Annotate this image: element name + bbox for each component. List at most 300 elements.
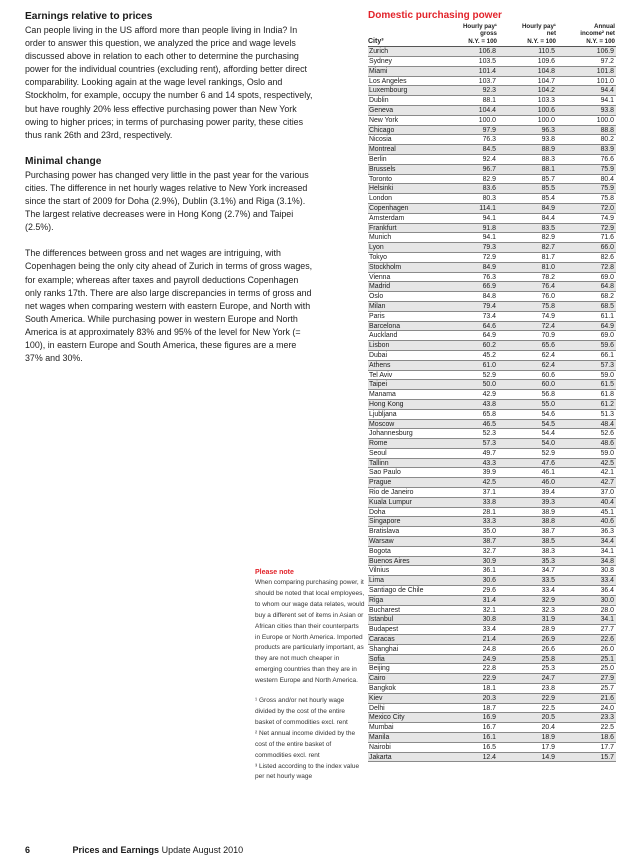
city-cell: Santiago de Chile xyxy=(369,587,424,595)
gross-cell: 22.9 xyxy=(482,675,496,683)
city-cell: Bratislava xyxy=(369,528,400,536)
gross-cell: 30.9 xyxy=(482,557,496,565)
net-cell: 33.4 xyxy=(541,587,555,595)
city-cell: Madrid xyxy=(369,283,391,291)
annual-cell: 27.7 xyxy=(600,626,614,634)
gross-cell: 101.4 xyxy=(478,67,496,75)
city-cell: Los Angeles xyxy=(369,77,407,85)
table-row xyxy=(368,400,616,410)
table-row xyxy=(368,723,616,733)
gross-cell: 80.3 xyxy=(482,195,496,203)
gross-cell: 52.9 xyxy=(482,371,496,379)
table-row xyxy=(368,292,616,302)
gross-cell: 21.4 xyxy=(482,636,496,644)
net-cell: 26.9 xyxy=(541,636,555,644)
gross-cell: 18.7 xyxy=(482,704,496,712)
net-cell: 109.6 xyxy=(537,58,555,66)
annual-cell: 106.9 xyxy=(596,48,614,56)
footnote-3: ³ Listed according to the index value per net hourly wage xyxy=(255,762,360,781)
gross-cell: 32.1 xyxy=(482,606,496,614)
header-net-line3: N.Y. = 100 xyxy=(527,37,556,45)
city-cell: Buenos Aires xyxy=(369,557,410,565)
table-row xyxy=(368,312,616,322)
city-cell: Rome xyxy=(369,440,388,448)
net-cell: 96.3 xyxy=(541,126,555,134)
annual-cell: 59.0 xyxy=(600,371,614,379)
net-cell: 39.4 xyxy=(541,489,555,497)
table-row xyxy=(368,498,616,508)
city-cell: Tel Aviv xyxy=(369,371,393,379)
gross-cell: 64.6 xyxy=(482,322,496,330)
table-row xyxy=(368,77,616,87)
annual-cell: 52.6 xyxy=(600,430,614,438)
net-cell: 85.4 xyxy=(541,195,555,203)
annual-cell: 75.9 xyxy=(600,165,614,173)
header-net-line2: net xyxy=(546,30,556,38)
gross-cell: 72.9 xyxy=(482,253,496,261)
net-cell: 85.5 xyxy=(541,185,555,193)
annual-cell: 37.0 xyxy=(600,489,614,497)
annual-cell: 22.6 xyxy=(600,636,614,644)
net-cell: 88.1 xyxy=(541,165,555,173)
annual-cell: 61.8 xyxy=(600,391,614,399)
gross-cell: 83.6 xyxy=(482,185,496,193)
annual-cell: 72.9 xyxy=(600,224,614,232)
net-cell: 104.7 xyxy=(537,77,555,85)
gross-cell: 33.8 xyxy=(482,498,496,506)
table-row xyxy=(368,743,616,753)
gross-cell: 24.9 xyxy=(482,655,496,663)
city-cell: New York xyxy=(369,116,399,124)
city-cell: Milan xyxy=(369,302,386,310)
annual-cell: 57.3 xyxy=(600,361,614,369)
table-row xyxy=(368,224,616,234)
net-cell: 14.9 xyxy=(541,753,555,761)
table-row xyxy=(368,165,616,175)
net-cell: 32.3 xyxy=(541,606,555,614)
city-cell: Dublin xyxy=(369,97,389,105)
city-cell: Kuala Lumpur xyxy=(369,498,412,506)
annual-cell: 22.5 xyxy=(600,724,614,732)
gross-cell: 84.9 xyxy=(482,263,496,271)
table-row xyxy=(368,361,616,371)
city-cell: Bogota xyxy=(369,547,391,555)
net-cell: 38.9 xyxy=(541,508,555,516)
gross-cell: 46.5 xyxy=(482,420,496,428)
table-row xyxy=(368,86,616,96)
gross-cell: 24.8 xyxy=(482,645,496,653)
gross-cell: 114.1 xyxy=(479,204,496,212)
table-row xyxy=(368,449,616,459)
net-cell: 54.4 xyxy=(541,430,555,438)
annual-cell: 51.3 xyxy=(600,410,614,418)
net-cell: 56.8 xyxy=(541,391,555,399)
net-cell: 62.4 xyxy=(541,361,555,369)
gross-cell: 16.7 xyxy=(482,724,496,732)
city-cell: Sao Paulo xyxy=(369,469,401,477)
city-cell: London xyxy=(369,195,392,203)
annual-cell: 48.4 xyxy=(600,420,614,428)
gross-cell: 65.8 xyxy=(482,410,496,418)
table-row xyxy=(368,282,616,292)
table-row xyxy=(368,439,616,449)
city-cell: Sofia xyxy=(369,655,385,663)
annual-cell: 48.6 xyxy=(600,440,614,448)
table-row xyxy=(368,674,616,684)
city-cell: Tokyo xyxy=(369,253,387,261)
city-cell: Jakarta xyxy=(369,753,392,761)
annual-cell: 69.0 xyxy=(600,332,614,340)
annual-cell: 72.0 xyxy=(600,204,614,212)
table-row xyxy=(368,733,616,743)
annual-cell: 34.8 xyxy=(600,557,614,565)
publication-edition: Update August 2010 xyxy=(161,845,244,855)
annual-cell: 97.2 xyxy=(600,58,614,66)
table-row xyxy=(368,694,616,704)
table-row xyxy=(368,116,616,126)
city-cell: Lisbon xyxy=(369,342,390,350)
table-row xyxy=(368,390,616,400)
article-column xyxy=(25,10,315,365)
city-cell: Luxembourg xyxy=(369,87,408,95)
city-cell: Manila xyxy=(369,734,390,741)
gross-cell: 33.4 xyxy=(482,626,496,634)
city-cell: Seoul xyxy=(369,449,387,457)
header-net-line1: Hourly pay¹ xyxy=(521,23,556,30)
header-gross-line3: N.Y. = 100 xyxy=(468,37,497,45)
net-cell: 93.8 xyxy=(541,136,555,144)
annual-cell: 36.4 xyxy=(600,587,614,595)
city-cell: Istanbul xyxy=(369,616,394,624)
annual-cell: 17.7 xyxy=(600,743,614,751)
gross-cell: 60.2 xyxy=(482,342,496,350)
city-cell: Vilnius xyxy=(369,567,390,575)
net-cell: 33.5 xyxy=(541,577,555,585)
net-cell: 82.9 xyxy=(541,234,555,242)
annual-cell: 80.2 xyxy=(600,136,614,144)
note-text: When comparing purchasing power, it should be noted that local employees, to whom our wage data relates, would buy a different set of items in Asian or African cities than their counterparts in Europe or North America. Imported products are particularly important, as they are not much cheaper in emerging countries than they are in western Europe and North America. xyxy=(255,579,365,685)
table-header xyxy=(368,23,616,47)
net-cell: 20.5 xyxy=(541,714,555,722)
gross-cell: 84.8 xyxy=(482,293,496,301)
paragraph-earnings: Can people living in the US afford more than people living in India? In order to answer this question, we analyzed the price and wage levels discussed above in relation to each other to determine the purchasing power for the individual countries (excluding rent), affording better direct comparability. Looking again at the wage level rankings, Oslo and Stockholm, for example, occupy the number 6 and 14 spots, respectively, but have roughly 20% less effective purchasing power than New York owing to higher prices; in terms of purchasing power parity, these cities thus rank 26th and 23rd, respectively. xyxy=(25,25,313,140)
net-cell: 22.9 xyxy=(541,694,555,702)
city-cell: Copenhagen xyxy=(369,204,409,212)
gross-cell: 45.2 xyxy=(482,351,496,359)
gross-cell: 16.1 xyxy=(482,734,496,741)
city-cell: Moscow xyxy=(369,420,395,428)
table-row xyxy=(368,517,616,527)
annual-cell: 72.8 xyxy=(600,263,614,271)
city-cell: Tallinn xyxy=(369,459,389,467)
city-cell: Kiev xyxy=(369,694,383,702)
table-row xyxy=(368,664,616,674)
header-annual xyxy=(556,23,615,45)
table-row xyxy=(368,753,616,763)
footnotes xyxy=(255,696,365,783)
gross-cell: 76.3 xyxy=(482,273,496,281)
annual-cell: 36.3 xyxy=(600,528,614,536)
table-row xyxy=(368,67,616,77)
table-row xyxy=(368,468,616,478)
header-net xyxy=(497,23,556,45)
gross-cell: 82.9 xyxy=(482,175,496,183)
gross-cell: 32.7 xyxy=(482,547,496,555)
gross-cell: 88.1 xyxy=(482,97,496,105)
gross-cell: 61.0 xyxy=(482,361,496,369)
annual-cell: 74.9 xyxy=(600,214,614,222)
annual-cell: 42.7 xyxy=(600,479,614,487)
city-cell: Ljubljana xyxy=(369,410,397,418)
gross-cell: 106.8 xyxy=(478,48,496,56)
table-row xyxy=(368,233,616,243)
annual-cell: 33.4 xyxy=(600,577,614,585)
gross-cell: 42.9 xyxy=(482,391,496,399)
gross-cell: 38.7 xyxy=(482,538,496,546)
city-cell: Paris xyxy=(369,312,385,320)
annual-cell: 101.8 xyxy=(596,67,614,75)
net-cell: 46.1 xyxy=(541,469,555,477)
gross-cell: 37.1 xyxy=(482,489,496,497)
gross-cell: 50.0 xyxy=(482,381,496,389)
table-body xyxy=(368,47,616,762)
table-row xyxy=(368,57,616,67)
city-cell: Prague xyxy=(369,479,392,487)
gross-cell: 103.7 xyxy=(478,77,496,85)
net-cell: 84.9 xyxy=(541,204,555,212)
gross-cell: 12.4 xyxy=(482,753,496,761)
net-cell: 17.9 xyxy=(541,743,555,751)
table-row xyxy=(368,478,616,488)
table-row xyxy=(368,508,616,518)
city-cell: Cairo xyxy=(369,675,386,683)
footnote-2: ² Net annual income divided by the cost of the entire basket of commodities excl. rent xyxy=(255,729,356,759)
gross-cell: 30.6 xyxy=(482,577,496,585)
gross-cell: 52.3 xyxy=(482,430,496,438)
gross-cell: 103.5 xyxy=(478,58,496,66)
header-gross-line1: Hourly pay¹ xyxy=(462,23,497,30)
header-annual-line2: income² net xyxy=(580,30,615,38)
table-row xyxy=(368,135,616,145)
gross-cell: 66.9 xyxy=(482,283,496,291)
annual-cell: 66.0 xyxy=(600,244,614,252)
city-cell: Auckland xyxy=(369,332,398,340)
table-row xyxy=(368,596,616,606)
city-cell: Bucharest xyxy=(369,606,401,614)
gross-cell: 96.7 xyxy=(482,165,496,173)
table-row xyxy=(368,576,616,586)
net-cell: 54.5 xyxy=(541,420,555,428)
gross-cell: 43.3 xyxy=(482,459,496,467)
net-cell: 103.3 xyxy=(537,97,555,105)
net-cell: 54.0 xyxy=(541,440,555,448)
table-row xyxy=(368,155,616,165)
gross-cell: 29.6 xyxy=(482,587,496,595)
table-title: Domestic purchasing power xyxy=(368,10,502,21)
gross-cell: 84.5 xyxy=(482,146,496,154)
city-cell: Miami xyxy=(369,67,388,75)
gross-cell: 28.1 xyxy=(482,508,496,516)
annual-cell: 40.6 xyxy=(600,518,614,526)
net-cell: 75.8 xyxy=(541,302,555,310)
annual-cell: 93.8 xyxy=(600,107,614,114)
city-cell: Zurich xyxy=(369,48,389,56)
net-cell: 38.7 xyxy=(541,528,555,536)
table-row xyxy=(368,615,616,625)
net-cell: 78.2 xyxy=(541,273,555,281)
note-title: Please note xyxy=(255,569,294,576)
table-row xyxy=(368,557,616,567)
gross-cell: 31.4 xyxy=(482,596,496,604)
net-cell: 32.9 xyxy=(541,596,555,604)
table-row xyxy=(368,537,616,547)
header-city: City³ xyxy=(368,37,384,45)
city-cell: Hong Kong xyxy=(369,400,404,408)
table-row xyxy=(368,684,616,694)
city-cell: Manama xyxy=(369,391,396,399)
table-row xyxy=(368,302,616,312)
page-footer xyxy=(25,845,243,855)
net-cell: 25.8 xyxy=(541,655,555,663)
city-cell: Nicosia xyxy=(369,136,392,144)
city-cell: Berlin xyxy=(369,155,387,163)
annual-cell: 66.1 xyxy=(600,351,614,359)
table-row xyxy=(368,214,616,224)
table-row xyxy=(368,204,616,214)
gross-cell: 73.4 xyxy=(482,312,496,320)
gross-cell: 104.4 xyxy=(478,107,496,114)
table-row xyxy=(368,420,616,430)
annual-cell: 68.5 xyxy=(600,302,614,310)
city-cell: Mexico City xyxy=(369,714,405,722)
annual-cell: 69.0 xyxy=(600,273,614,281)
table-row xyxy=(368,341,616,351)
gross-cell: 35.0 xyxy=(482,528,496,536)
net-cell: 39.3 xyxy=(541,498,555,506)
city-cell: Frankfurt xyxy=(369,224,397,232)
footnote-1: ¹ Gross and/or net hourly wage divided by the cost of the entire basket of commodities excl. rent xyxy=(255,697,348,726)
annual-cell: 75.8 xyxy=(600,195,614,203)
table-row xyxy=(368,322,616,332)
net-cell: 70.9 xyxy=(541,332,555,340)
city-cell: Vienna xyxy=(369,273,391,281)
table-row xyxy=(368,625,616,635)
net-cell: 62.4 xyxy=(541,351,555,359)
annual-cell: 64.9 xyxy=(600,322,614,330)
annual-cell: 59.0 xyxy=(600,449,614,457)
annual-cell: 45.1 xyxy=(600,508,614,516)
net-cell: 65.6 xyxy=(541,342,555,350)
annual-cell: 27.9 xyxy=(600,675,614,683)
table-row xyxy=(368,547,616,557)
table-row xyxy=(368,263,616,273)
net-cell: 38.3 xyxy=(541,547,555,555)
city-cell: Mumbai xyxy=(369,724,394,732)
annual-cell: 42.1 xyxy=(600,469,614,477)
table-row xyxy=(368,96,616,106)
net-cell: 25.3 xyxy=(541,665,555,673)
net-cell: 55.0 xyxy=(541,400,555,408)
table-row xyxy=(368,459,616,469)
annual-cell: 30.8 xyxy=(600,567,614,575)
city-cell: Brussels xyxy=(369,165,396,173)
city-cell: Nairobi xyxy=(369,743,391,751)
paragraph-gross-net: The differences between gross and net wages are intriguing, with Copenhagen being the only city ahead of Zurich in terms of gross wages, for example; whereas after taxes and payroll deductions Copenhagen only ranks 17th. There are also large discrepancies in terms of gross and net wages when comparing western with eastern Europe, and North with South America. While purchasing power in western Europe and North America is at approximately 83% and 95% of the level for New York (= 100), in eastern Europe and South America, these figures are a mere 37% and 30%. xyxy=(25,248,313,364)
net-cell: 88.3 xyxy=(541,155,555,163)
table-row xyxy=(368,243,616,253)
city-cell: Johannesburg xyxy=(369,430,413,438)
table-row xyxy=(368,713,616,723)
gross-cell: 43.8 xyxy=(482,400,496,408)
city-cell: Athens xyxy=(369,361,391,369)
gross-cell: 94.1 xyxy=(482,214,496,222)
city-cell: Sydney xyxy=(369,58,392,66)
header-gross-line2: gross xyxy=(480,30,497,38)
city-cell: Helsinki xyxy=(369,185,394,193)
header-annual-line1: Annual xyxy=(594,23,615,30)
city-cell: Rio de Janeiro xyxy=(369,489,414,497)
table-row xyxy=(368,429,616,439)
net-cell: 85.7 xyxy=(541,175,555,183)
city-cell: Barcelona xyxy=(369,322,401,330)
gross-cell: 16.9 xyxy=(482,714,496,722)
net-cell: 46.0 xyxy=(541,479,555,487)
gross-cell: 92.3 xyxy=(482,87,496,95)
annual-cell: 76.6 xyxy=(600,155,614,163)
net-cell: 83.5 xyxy=(541,224,555,232)
annual-cell: 80.4 xyxy=(600,175,614,183)
table-row xyxy=(368,126,616,136)
net-cell: 81.7 xyxy=(541,253,555,261)
city-cell: Shanghai xyxy=(369,645,399,653)
annual-cell: 34.1 xyxy=(600,616,614,624)
net-cell: 20.4 xyxy=(541,724,555,732)
gross-cell: 64.9 xyxy=(482,332,496,340)
annual-cell: 59.6 xyxy=(600,342,614,350)
table-row xyxy=(368,106,616,116)
net-cell: 38.8 xyxy=(541,518,555,526)
city-cell: Beijing xyxy=(369,665,390,673)
gross-cell: 33.3 xyxy=(482,518,496,526)
gross-cell: 76.3 xyxy=(482,136,496,144)
table-row xyxy=(368,606,616,616)
gross-cell: 30.8 xyxy=(482,616,496,624)
table-row xyxy=(368,371,616,381)
annual-cell: 88.8 xyxy=(600,126,614,134)
city-cell: Amsterdam xyxy=(369,214,405,222)
gross-cell: 36.1 xyxy=(482,567,496,575)
gross-cell: 16.5 xyxy=(482,743,496,751)
annual-cell: 18.6 xyxy=(600,734,614,741)
net-cell: 81.0 xyxy=(541,263,555,271)
table-row xyxy=(368,410,616,420)
table-row xyxy=(368,253,616,263)
city-cell: Geneva xyxy=(369,107,394,114)
table-row xyxy=(368,273,616,283)
annual-cell: 94.1 xyxy=(600,97,614,105)
net-cell: 38.5 xyxy=(541,538,555,546)
net-cell: 47.6 xyxy=(541,459,555,467)
gross-cell: 92.4 xyxy=(482,155,496,163)
annual-cell: 34.4 xyxy=(600,538,614,546)
gross-cell: 94.1 xyxy=(482,234,496,242)
city-cell: Doha xyxy=(369,508,386,516)
city-cell: Chicago xyxy=(369,126,395,134)
annual-cell: 23.3 xyxy=(600,714,614,722)
city-cell: Caracas xyxy=(369,636,395,644)
annual-cell: 40.4 xyxy=(600,498,614,506)
header-gross xyxy=(438,23,497,45)
